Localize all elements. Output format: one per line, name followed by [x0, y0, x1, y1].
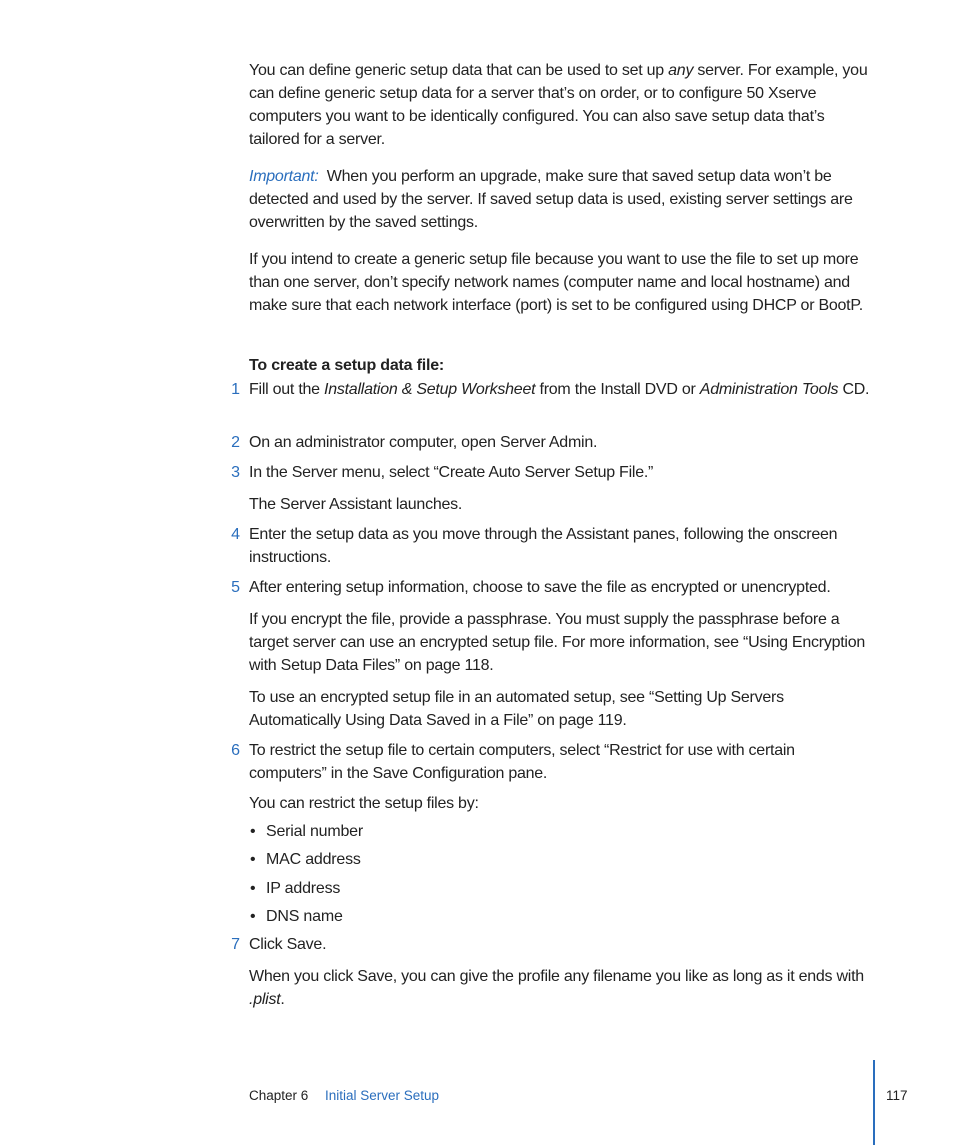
intro-text-cont: server. For example, you can define generic setup data for a server that’s on order, or to configure 50 Xserve computers you want to be identically configured. You can also save setup data that’s tailored for a server.: [249, 62, 868, 148]
step-number: 6: [231, 742, 240, 759]
step-text-part: CD.: [838, 381, 870, 398]
footer-divider: [873, 1060, 875, 1145]
footer-chapter-title: Initial Server Setup: [325, 1088, 440, 1103]
step-number: 3: [231, 464, 240, 481]
step-text: To restrict the setup file to certain computers, select “Restrict for use with certain computers” in the Save Configuration pane.: [249, 742, 795, 782]
page-number: 117: [886, 1088, 908, 1103]
worksheet-title: Installation & Setup Worksheet: [324, 381, 536, 398]
procedure-heading: To create a setup data file:: [249, 357, 445, 374]
step-text: In the Server menu, select “Create Auto Server Setup File.”: [249, 464, 654, 481]
step-text: Enter the setup data as you move through the Assistant panes, following the onscreen instructions.: [249, 526, 838, 566]
bullet-icon: •: [250, 908, 256, 925]
important-note: [249, 165, 874, 234]
admin-tools-title: Administration Tools: [699, 381, 839, 398]
step-note: If you encrypt the file, provide a passphrase. You must supply the passphrase before a target server can use an encrypted setup file. For more information, see “Using Encryption with Setup Data Files” on page 118.: [249, 611, 866, 674]
step-text: [249, 378, 874, 401]
step-number: 2: [231, 434, 240, 451]
step-number: 5: [231, 579, 240, 596]
intro-emphasis: any: [668, 62, 694, 79]
bullet-icon: •: [250, 880, 256, 897]
step-note: The Server Assistant launches.: [249, 496, 463, 513]
intro-paragraph: [249, 59, 874, 151]
step-number: 7: [231, 936, 240, 953]
step-note: To use an encrypted setup file in an automated setup, see “Setting Up Servers Automatically Using Data Saved in a File” on page 119.: [249, 689, 784, 729]
step-note: You can restrict the setup files by:: [249, 795, 479, 812]
step-text: After entering setup information, choose to save the file as encrypted or unencrypted.: [249, 579, 831, 596]
step-text: Click Save.: [249, 936, 327, 953]
step-number: 1: [231, 381, 240, 398]
intro-text: You can define generic setup data that can be used to set up: [249, 62, 669, 79]
step-text-part: from the Install DVD or: [535, 381, 700, 398]
generic-file-paragraph: If you intend to create a generic setup file because you want to use the file to set up more than one server, don’t specify network names (computer name and local hostname) and make sure that each network interface (port) is set to be configured using DHCP or BootP.: [249, 251, 863, 314]
step-note-part: When you click Save, you can give the profile any filename you like as long as it ends with: [249, 968, 864, 985]
important-label: Important:: [249, 168, 319, 185]
step-note: [249, 965, 874, 1011]
step-note-part: .: [280, 991, 285, 1008]
bullet-icon: •: [250, 851, 256, 868]
step-text-part: Fill out the: [249, 381, 325, 398]
list-item: DNS name: [266, 908, 343, 925]
footer-chapter: Chapter 6: [249, 1088, 309, 1103]
important-text: When you perform an upgrade, make sure that saved setup data won’t be detected and used by the server. If saved setup data is used, existing server settings are overwritten by the saved settings.: [249, 168, 853, 231]
file-extension: .plist: [249, 991, 281, 1008]
step-text: On an administrator computer, open Server Admin.: [249, 434, 598, 451]
list-item: Serial number: [266, 823, 364, 840]
bullet-icon: •: [250, 823, 256, 840]
list-item: MAC address: [266, 851, 361, 868]
list-item: IP address: [266, 880, 341, 897]
step-number: 4: [231, 526, 240, 543]
